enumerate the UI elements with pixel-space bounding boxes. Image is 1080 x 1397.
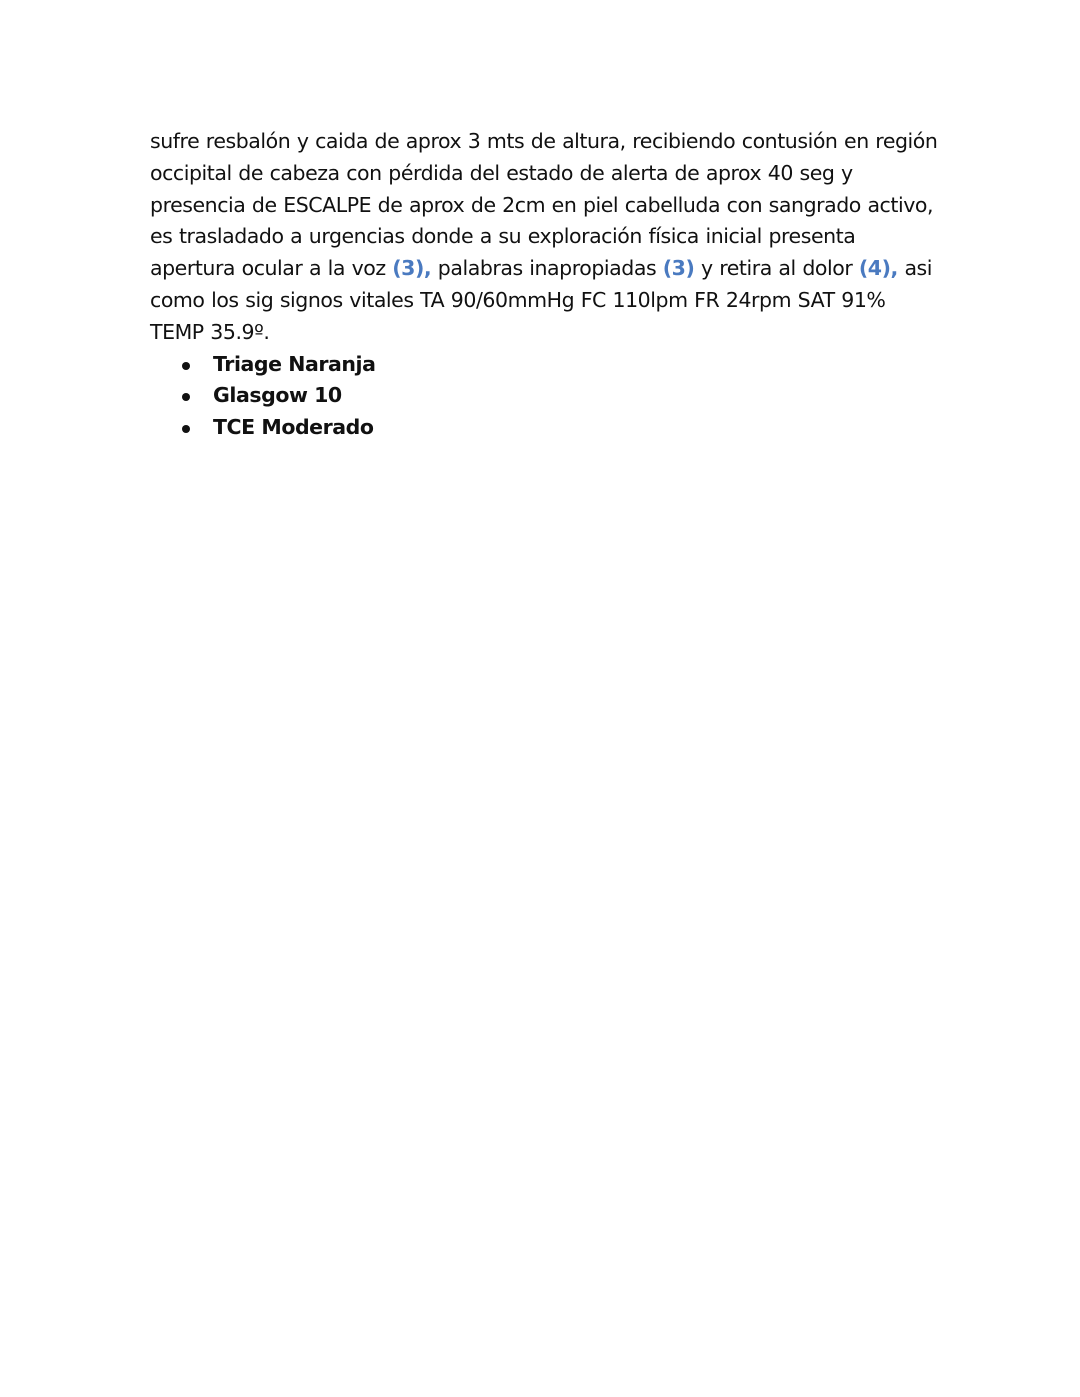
paragraph-text: palabras inapropiadas — [431, 256, 663, 281]
bullet-icon — [182, 393, 190, 401]
list-item-glasgow — [150, 380, 940, 412]
list-item-label: TCE Moderado — [213, 415, 374, 440]
list-item-tce — [150, 412, 940, 444]
findings-list — [150, 349, 940, 444]
document-page — [150, 126, 940, 444]
paragraph-text: sufre resbalón y caida de aprox 3 mts de altura, recibiendo contusión en región occipital de cabeza con pérdida del estado de alerta de aprox 40 seg y presencia de ESCALPE de aprox de 2cm en piel cabelluda con sangrado activo, es trasladado a urgencias donde a su exploración física inicial presenta apertura ocular a la voz — [150, 129, 938, 281]
paragraph-text: asi como los sig signos vitales TA 90/60mmHg FC 110lpm FR 24rpm SAT 91% TEMP 35.9º. — [150, 256, 933, 344]
bullet-icon — [182, 425, 190, 433]
glasgow-motor-score: (4), — [858, 256, 898, 281]
glasgow-verbal-score: (3) — [662, 256, 695, 281]
paragraph-text: y retira al dolor — [694, 256, 859, 281]
list-item-triage — [150, 349, 940, 381]
case-description-paragraph — [150, 126, 940, 349]
glasgow-eye-score: (3), — [392, 256, 432, 281]
bullet-icon — [182, 362, 190, 370]
list-item-label: Glasgow 10 — [213, 383, 342, 408]
list-item-label: Triage Naranja — [213, 351, 376, 376]
